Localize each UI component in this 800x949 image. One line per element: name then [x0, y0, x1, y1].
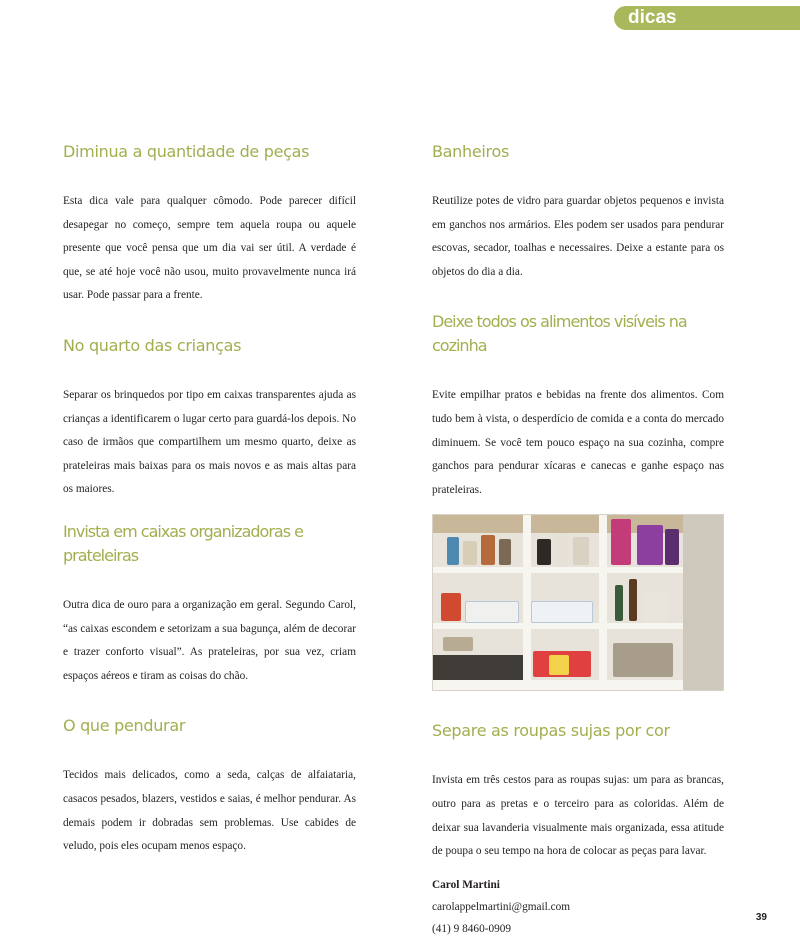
heading-quarto-criancas: No quarto das crianças [63, 335, 242, 355]
heading-o-que-pendurar: O que pendurar [63, 716, 186, 736]
page-number: 39 [755, 912, 767, 923]
section-tab-label: dicas [628, 7, 677, 28]
left-column [63, 140, 356, 859]
paragraph-roupas-sujas: Invista em três cestos para as roupas sujas: um para as brancas, outro para as pretas e o terceiro para as coloridas. Além de deixar sua lavanderia visualmente mais organizada, essa atitude de poupa o seu tempo na hora de colocar as peças para lavar. [432, 774, 724, 858]
author-name: Carol Martini [432, 878, 500, 891]
pantry-photo [432, 514, 724, 691]
section-tab [614, 6, 800, 30]
paragraph-diminua: Esta dica vale para qualquer cômodo. Pode parecer difícil desapegar no começo, sempre tem aquela roupa ou aquele presente que você pensa que um dia vai ser útil. A verdade é que, se até hoje você não usou, muito provavelmente nunca irá usar. Pode passar para a frente. [63, 195, 356, 302]
paragraph-banheiros: Reutilize potes de vidro para guardar objetos pequenos e invista em ganchos nos armários. Eles podem ser usados para pendurar escovas, secador, toalhas e necessaires. Deixe a estante para os objetos do dia a dia. [432, 195, 724, 278]
paragraph-alimentos-cozinha: Evite empilhar pratos e bebidas na frente dos alimentos. Com tudo bem à vista, o desperdício de comida e a conta do mercado diminuem. Se você tem pouco espaço na sua cozinha, compre ganchos para pendurar xícaras e canecas e ganhe espaço nas prateleiras. [432, 389, 724, 496]
heading-banheiros: Banheiros [432, 142, 510, 161]
heading-diminua: Diminua a quantidade de peças [63, 142, 310, 161]
author-email: carolappelmartini@gmail.com [432, 900, 571, 913]
author-phone: (41) 9 8460-0909 [432, 922, 512, 935]
paragraph-quarto-criancas: Separar os brinquedos por tipo em caixas transparentes ajuda as crianças a identificarem o lugar certo para guardá-los depois. No caso de irmãos que compartilhem um mesmo quarto, deixe as prateleiras mais baixas para os mais novos e as mais altas para os maiores. [63, 388, 356, 496]
right-column [432, 140, 724, 940]
heading-alimentos-cozinha: Deixe todos os alimentos visíveis na cozinha [432, 312, 687, 356]
heading-roupas-sujas: Separe as roupas sujas por cor [432, 721, 670, 741]
paragraph-caixas-prateleiras: Outra dica de ouro para a organização em geral. Segundo Carol, “as caixas escondem e setorizam a sua bagunça, além de decorar e trazer conforto visual”. As prateleiras, por sua vez, criam espaços aéreos e tiram as coisas do chão. [63, 598, 356, 682]
paragraph-o-que-pendurar: Tecidos mais delicados, como a seda, calças de alfaiataria, casacos pesados, blazers, vestidos e saias, é melhor pendurar. As demais podem ir dobradas sem problemas. Use cabides de veludo, pois eles ocupam menos espaço. [63, 769, 356, 853]
heading-caixas-prateleiras: Invista em caixas organizadoras e prateleiras [63, 521, 303, 565]
